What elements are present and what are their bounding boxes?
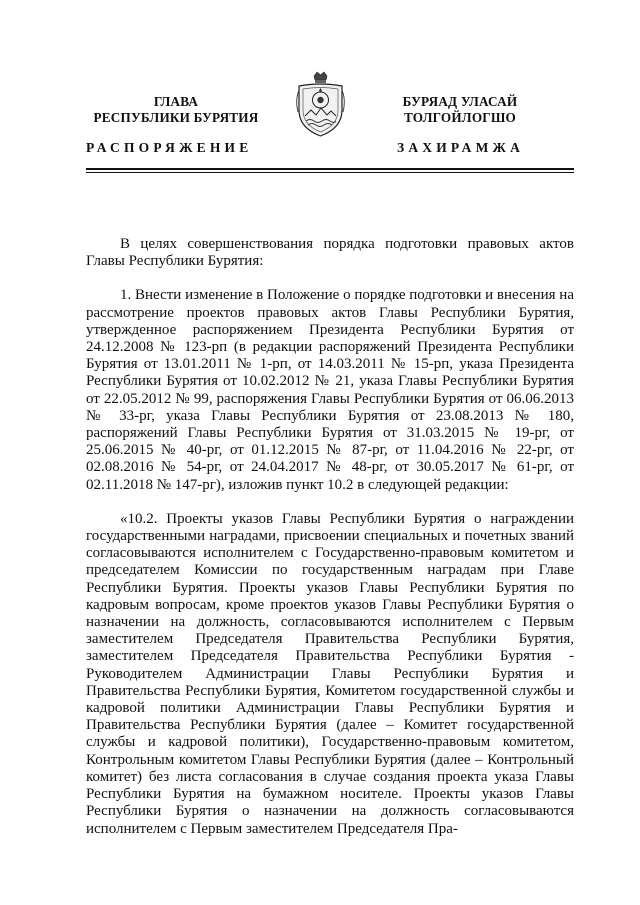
doc-type-label-ru: РАСПОРЯЖЕНИЕ bbox=[86, 140, 253, 155]
body-paragraph-intro: В целях совершенствования порядка подготовки правовых актов Главы Республики Бурятия: bbox=[86, 236, 574, 270]
header-left-line-2: РЕСПУБЛИКИ БУРЯТИЯ bbox=[93, 110, 259, 125]
doc-type-label-bua: ЗАХИРАМЖА bbox=[397, 140, 525, 155]
document-body bbox=[86, 236, 574, 838]
body-paragraph-item-10-2: «10.2. Проекты указов Главы Республики Бурятия о награждении государственными наградами, присвоении специальных и почетных званий согласовываются исполнителем с Государственно-правовым комитетом и председателем Комиссии по государственным наградам при Главе Республики Бурятия. Проекты указов Главы Республики Бурятия по кадровым вопросам, кроме проектов указов Главы Республики Бурятия о назначении на должность, согласовываются исполнителем с Первым заместителем Председателя Правительства Республики Бурятия, заместителем Председателя Правительства Республики Бурятия - Руководителем Администрации Главы Республики Бурятия и Правительства Республики Бурятия, Комитетом государственной службы и кадровой политики Администрации Главы Республики Бурятия и Правительства Республики Бурятия (далее – Комитет государственной службы и кадровой политики), Государственно-правовым комитетом, Контрольным комитетом Главы Республики Бурятия (далее – Контрольный комитет) без листа согласования в случае создания проекта указа Главы Республики Бурятия на бумажном носителе. Проекты указов Главы Республики Бурятия о назначении на должность согласовываются исполнителем с Первым заместителем Председателя Пра- bbox=[86, 510, 574, 837]
header-divider-thin bbox=[86, 172, 574, 173]
header-right-line-1: БУРЯАД УЛАСАЙ bbox=[402, 94, 518, 109]
header-right-line-2: ТОЛГОЙЛОГШО bbox=[403, 110, 517, 125]
header-divider-thick bbox=[86, 168, 574, 170]
header-right-title bbox=[340, 94, 580, 126]
header-left-title bbox=[56, 94, 296, 126]
header-left-line-1: ГЛАВА bbox=[153, 94, 199, 109]
body-paragraph-item-1: 1. Внести изменение в Положение о порядке подготовки и внесения на рассмотрение проектов правовых актов Главы Республики Бурятия, утвержденное распоряжением Президента Республики Бурятия от 24.12.2008 № 123-рп (в редакции распоряжений Президента Республики Бурятия от 13.01.2011 № 1-рп, от 14.03.2011 № 15-рп, указа Президента Республики Бурятия от 10.02.2012 № 21, указа Главы Республики Бурятия от 22.05.2012 № 99, распоряжения Главы Республики Бурятия от 06.06.2013 № 33-рг, указа Главы Республики Бурятия от 23.08.2013 № 180, распоряжений Главы Республики Бурятия от 31.03.2015 № 19-рг, от 25.06.2015 № 40-рг, от 01.12.2015 № 87-рг, от 11.04.2016 № 22-рг, от 02.08.2016 № 54-рг, от 24.04.2017 № 48-рг, от 30.05.2017 № 61-рг, от 02.11.2018 № 147-рг), изложив пункт 10.2 в следующей редакции: bbox=[86, 287, 574, 493]
